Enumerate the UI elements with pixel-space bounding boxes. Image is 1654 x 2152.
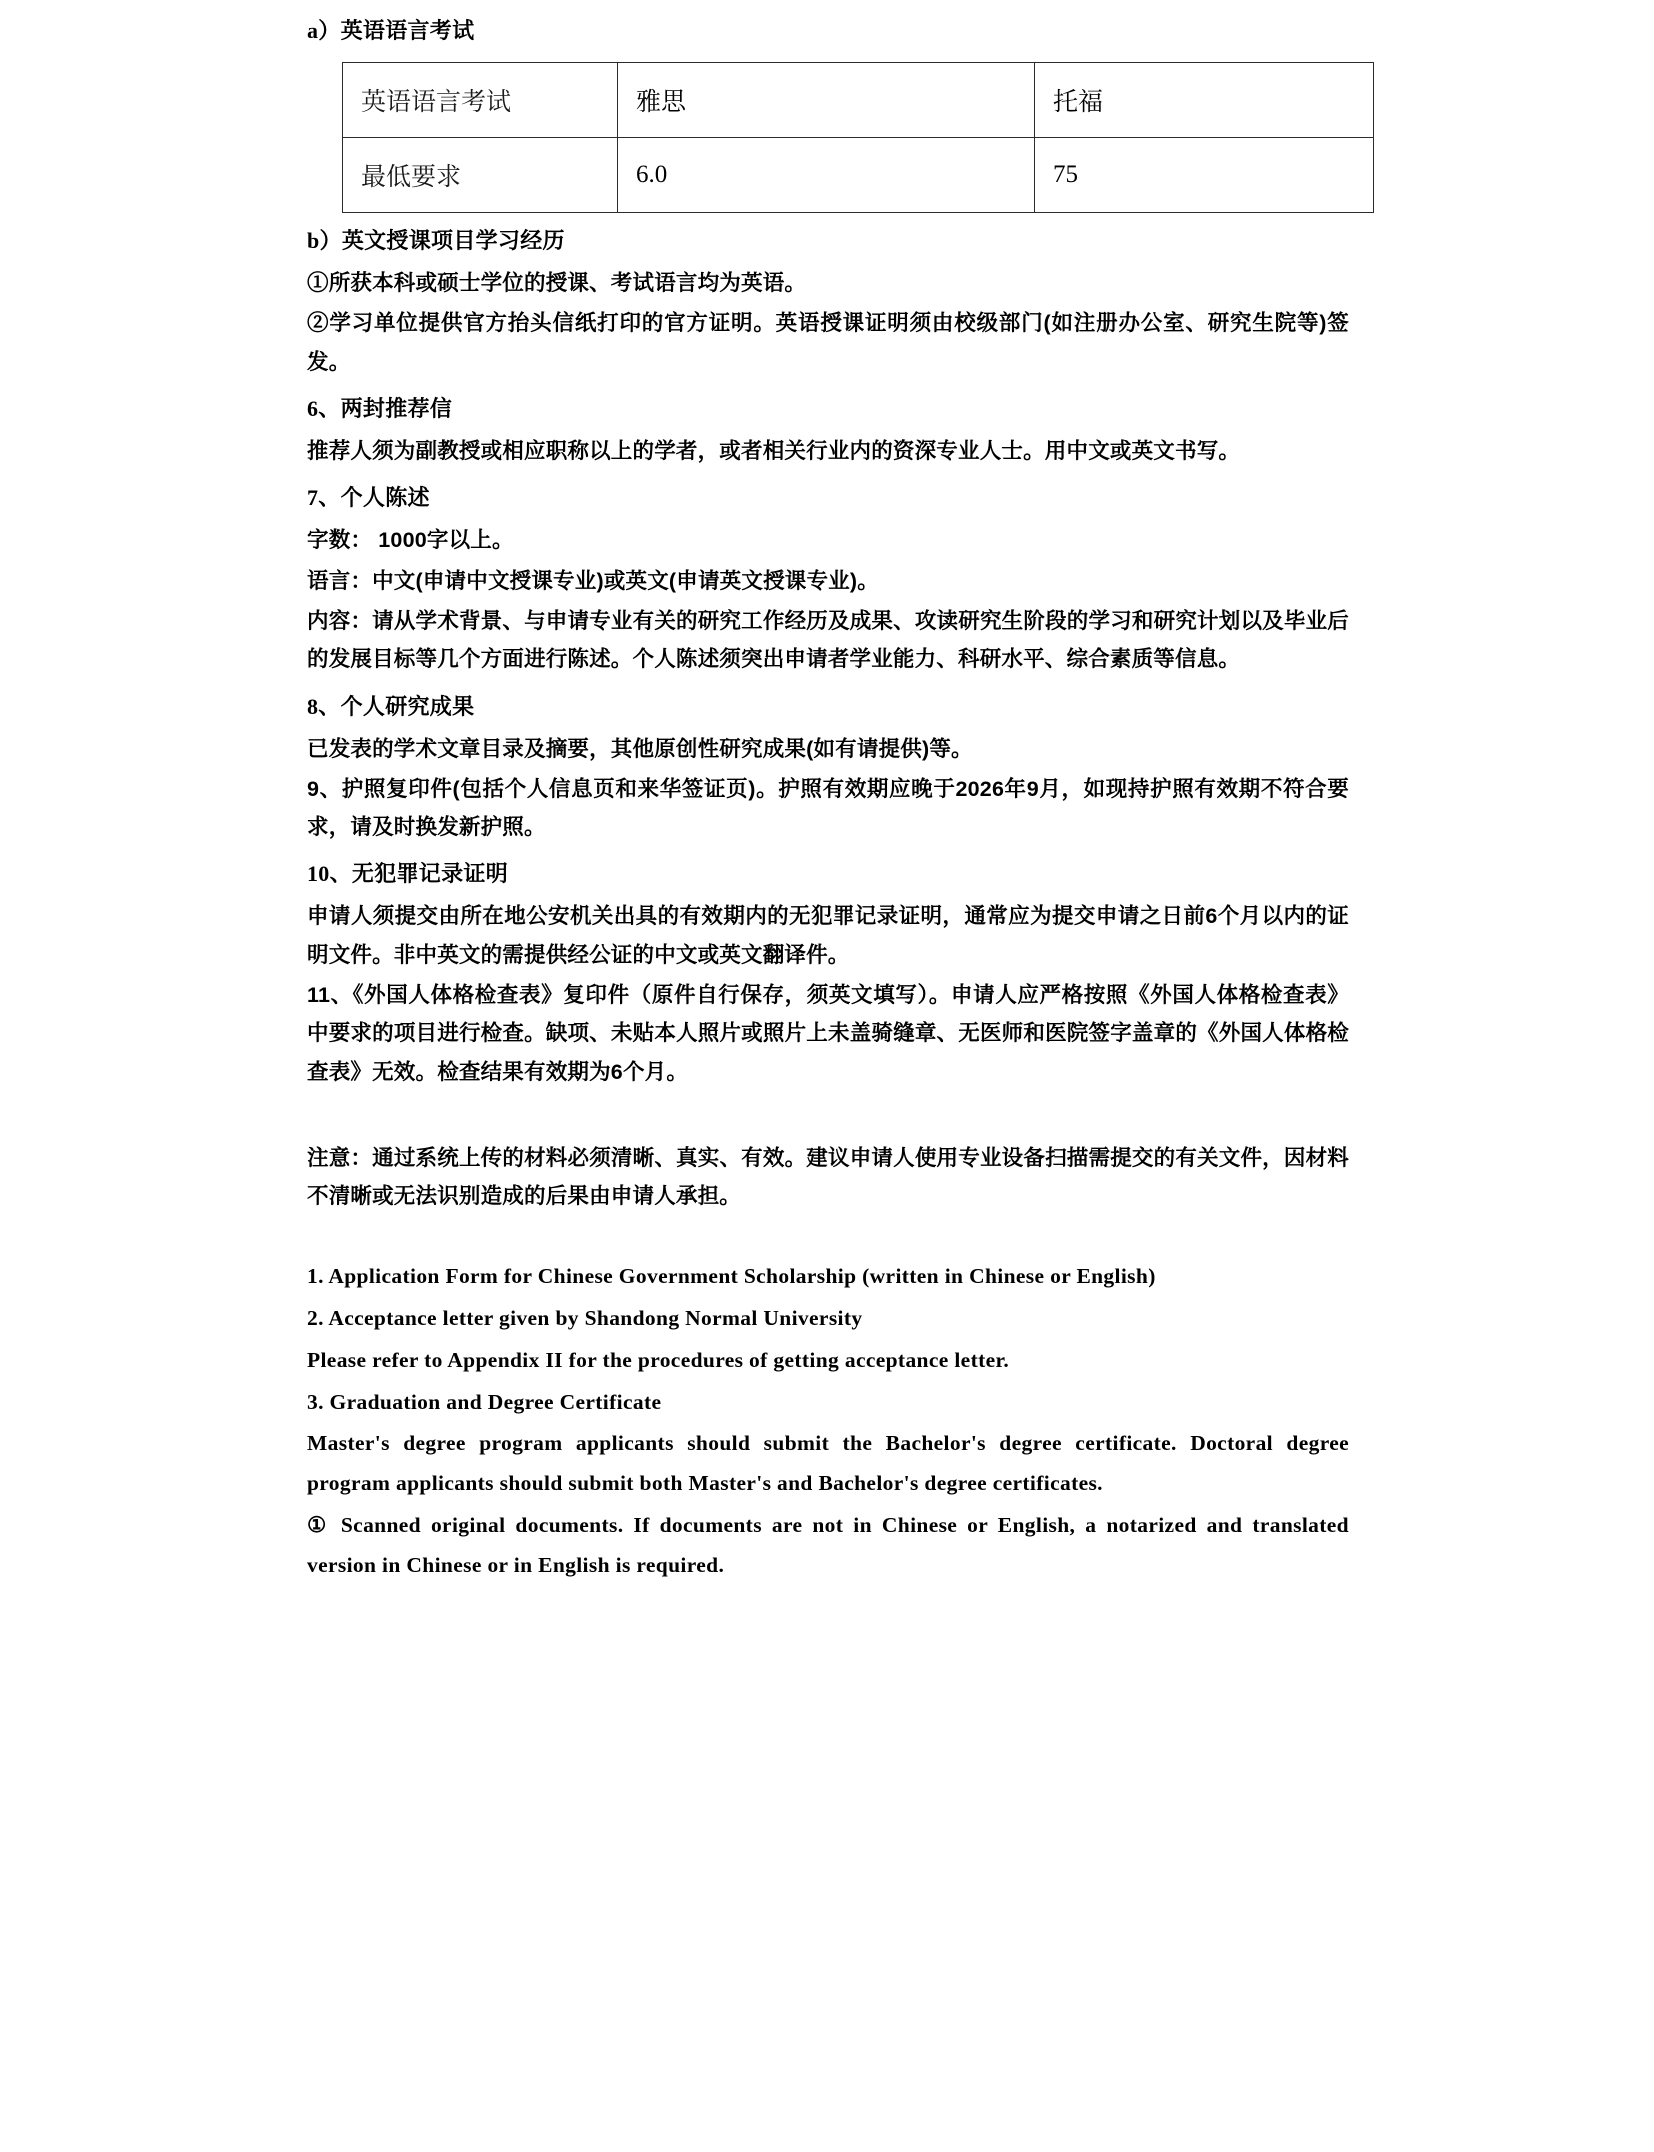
english-item-3-body: Master's degree program applicants should submit the Bachelor's degree certificate. Doctoral degree program applicants should submit both Master's and Bachelor's degree certificates. [307,1431,1349,1496]
english-item-1: 1. Application Form for Chinese Government Scholarship (written in Chinese or English) [307,1264,1156,1289]
english-item-2-note: Please refer to Appendix II for the procedures of getting acceptance letter. [307,1347,1010,1372]
item-11-body: 11、《外国人体格检查表》复印件（原件自行保存，须英文填写）。申请人应严格按照《外国人体格检查表》中要求的项目进行检查。缺项、未贴本人照片或照片上未盖骑缝章、无医师和医院签字盖章的《外国人体格检查表》无效。检查结果有效期为6个月。 [307,983,1349,1084]
section-b-item-1: ①所获本科或硕士学位的授课、考试语言均为英语。 [307,271,807,296]
table-cell-requirement-label: 最低要求 [343,138,618,213]
table-row [343,63,1374,138]
table-cell-toefl-value: 75 [1035,138,1374,213]
item-7-language: 语言：中文(申请中文授课专业)或英文(申请英文授课专业)。 [307,568,879,593]
table-cell-ielts-value: 6.0 [618,138,1035,213]
table-header-exam: 英语语言考试 [343,63,618,138]
item-10-body: 申请人须提交由所在地公安机关出具的有效期内的无犯罪记录证明，通常应为提交申请之日前6个月以内的证明文件。非中英文的需提供经公证的中文或英文翻译件。 [307,904,1349,967]
english-exam-table [342,62,1374,213]
item-7-title: 7、个人陈述 [307,485,430,511]
item-7-word-count: 字数： 1000字以上。 [307,528,514,553]
section-spacer [307,1093,1349,1139]
attention-note: 注意：通过系统上传的材料必须清晰、真实、有效。建议申请人使用专业设备扫描需提交的有关文件，因材料不清晰或无法识别造成的后果由申请人承担。 [307,1145,1349,1209]
section-b-title: b）英文授课项目学习经历 [307,228,565,254]
section-a-title: a）英语语言考试 [307,18,475,43]
english-item-3: 3. Graduation and Degree Certificate [307,1389,662,1414]
item-8-title: 8、个人研究成果 [307,693,475,719]
item-9-body: 9、护照复印件(包括个人信息页和来华签证页)。护照有效期应晚于2026年9月，如现持护照有效期不符合要求，请及时换发新护照。 [307,776,1349,840]
item-6-title: 6、两封推荐信 [307,395,453,421]
document-body [307,0,1349,1585]
table-header-toefl: 托福 [1035,63,1374,138]
item-7-content: 内容：请从学术背景、与申请专业有关的研究工作经历及成果、攻读研究生阶段的学习和研究计划以及毕业后的发展目标等几个方面进行陈述。个人陈述须突出申请者学业能力、科研水平、综合素质等信息。 [307,608,1349,672]
english-section-spacer [307,1215,1349,1255]
table-header-ielts: 雅思 [618,63,1035,138]
item-8-body: 已发表的学术文章目录及摘要，其他原创性研究成果(如有请提供)等。 [307,736,973,761]
english-item-3-sub-1: ① Scanned original documents. If documents are not in Chinese or English, a notarized and translated version in Chinese or in English is required. [307,1512,1349,1577]
item-6-body: 推荐人须为副教授或相应职称以上的学者，或者相关行业内的资深专业人士。用中文或英文书写。 [307,439,1241,464]
item-10-title: 10、无犯罪记录证明 [307,861,509,887]
english-item-2: 2. Acceptance letter given by Shandong Normal University [307,1306,863,1331]
section-b-item-2: ②学习单位提供官方抬头信纸打印的官方证明。英语授课证明须由校级部门(如注册办公室、研究生院等)签发。 [307,311,1349,374]
table-row [343,138,1374,213]
